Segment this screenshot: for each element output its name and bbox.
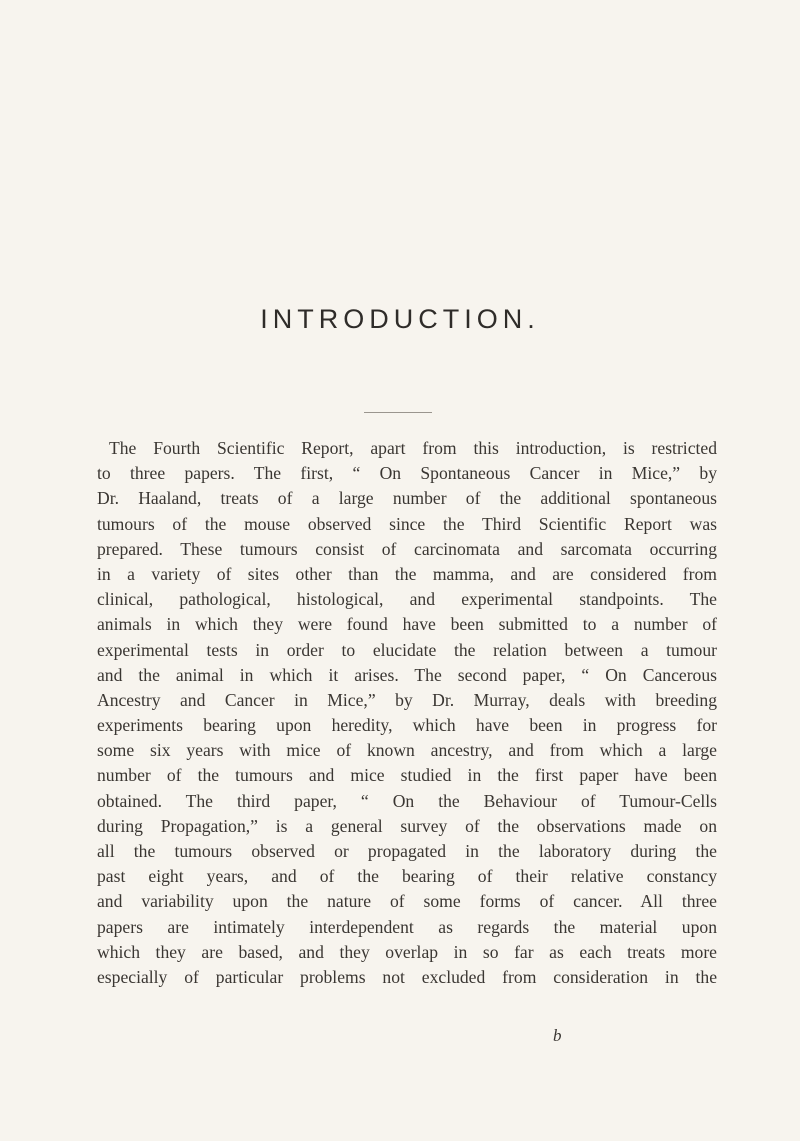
paragraph-line: clinical, pathological, histological, and experimental standpoints. The [97,589,717,610]
paragraph-line: papers are intimately interdependent as regards the material upon [97,916,717,937]
paragraph-line: all the tumours observed or propagated in the laboratory during the [97,841,717,861]
paragraph-line: The Fourth Scientific Report, apart from this introduction, is restricted [109,438,717,458]
title-rule [364,412,432,413]
paragraph-line: Ancestry and Cancer in Mice,” by Dr. Murray, deals with breeding [97,689,717,710]
paragraph-line: and the animal in which it arises. The second paper, “ On Cancerous [97,664,717,685]
body-paragraph [97,436,717,990]
paragraph-line: Dr. Haaland, treats of a large number of the additional spontaneous [97,488,717,509]
paragraph-line: prepared. These tumours consist of carcinomata and sarcomata occurring [97,538,717,559]
paragraph-line: especially of particular problems not excluded from consideration in the [97,966,717,987]
paragraph-line: experimental tests in order to elucidate the relation between a tumour [97,639,717,660]
signature-mark: b [553,1026,562,1045]
paragraph-line: some six years with mice of known ancestry, and from which a large [97,740,717,761]
paragraph-line: during Propagation,” is a general survey of the observations made on [97,815,717,836]
paragraph-line: obtained. The third paper, “ On the Behaviour of Tumour-Cells [97,790,717,811]
page-title: INTRODUCTION. [260,304,540,334]
paragraph-line: in a variety of sites other than the mamma, and are considered from [97,563,717,584]
paragraph-line: experiments bearing upon heredity, which have been in progress for [97,715,717,736]
paragraph-line: animals in which they were found have been submitted to a number of [97,614,717,635]
paragraph-line: number of the tumours and mice studied in the first paper have been [97,765,717,786]
paragraph-line: and variability upon the nature of some forms of cancer. All three [97,891,717,912]
paragraph-line: tumours of the mouse observed since the Third Scientific Report was [97,513,717,534]
paragraph-line: to three papers. The first, “ On Spontaneous Cancer in Mice,” by [97,463,717,484]
paragraph-line: which they are based, and they overlap in so far as each treats more [97,941,717,962]
paragraph-line: past eight years, and of the bearing of their relative constancy [97,866,717,887]
